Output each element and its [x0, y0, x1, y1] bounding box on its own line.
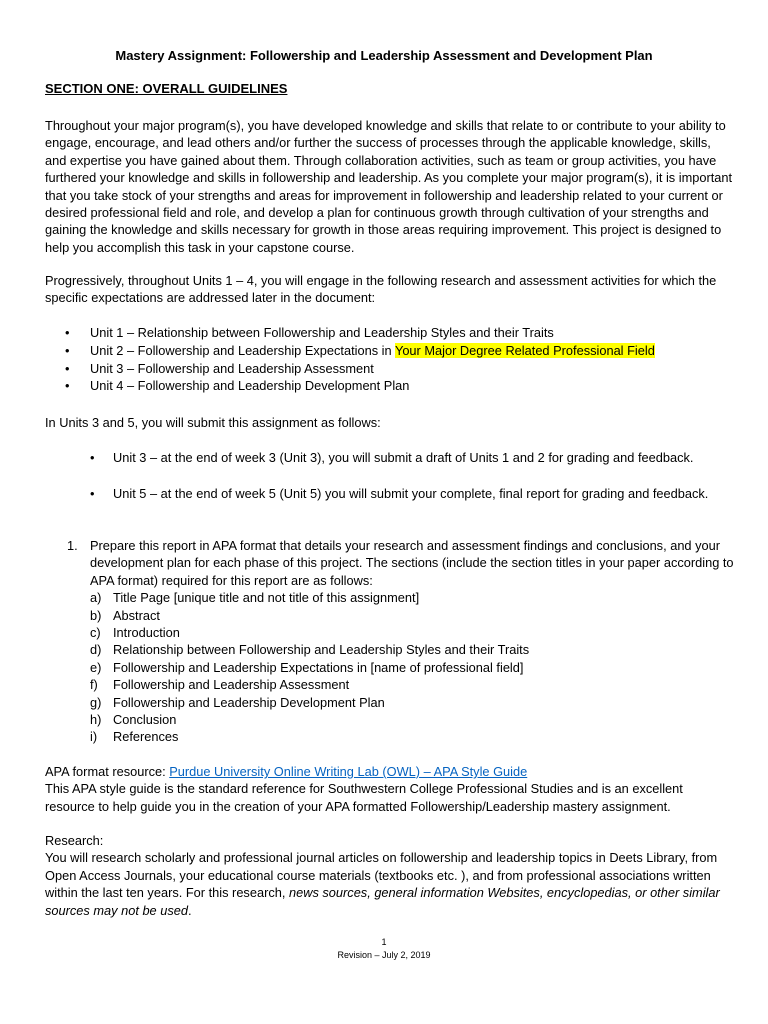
list-item [45, 377, 735, 395]
unit-list [45, 324, 735, 395]
apa-resource-label: APA format resource: [45, 764, 170, 779]
list-item: c) Introduction [90, 625, 180, 641]
list-item: b) Abstract [90, 607, 160, 623]
unit-3-text: Unit 3 – Followership and Leadership Assessment [90, 360, 374, 376]
page-number: 1 [381, 937, 387, 947]
apa-style-guide-link[interactable]: Purdue University Online Writing Lab (OWL) – APA Style Guide [169, 764, 528, 779]
list-item: g) Followership and Leadership Development Plan [90, 694, 385, 710]
submission-unit-5: Unit 5 – at the end of week 5 (Unit 5) you will submit your complete, final report for grading and feedback. [113, 486, 709, 501]
apa-description: This APA style guide is the standard reference for Southwestern College Professional Studies and is an excellent resource to help guide you in the creation of your APA formatted Followership/Leadership mastery assignment. [45, 781, 683, 814]
page-footer [0, 936, 768, 962]
report-sections-list [90, 589, 735, 746]
submission-unit-3: Unit 3 – at the end of week 3 (Unit 3), you will submit a draft of Units 1 and 2 for grading and feedback. [113, 450, 694, 465]
apa-resource [45, 763, 735, 815]
section-heading: SECTION ONE: OVERALL GUIDELINES [45, 81, 288, 96]
unit-2-text: Unit 2 – Followership and Leadership Expectations in [90, 342, 395, 358]
progress-paragraph: Progressively, throughout Units 1 – 4, you will engage in the following research and assessment activities for which the specific expectations are addressed later in the document: [45, 273, 717, 306]
research-text: You will research scholarly and professional journal articles on followership and leadership topics in Deets Library, from Open Access Journals, your educational course materials (textbooks etc. ), and from professional associations written within the last ten years. For this research, news sources, general information Websites, encyclopedias, or other similar sources may not be used. [45, 850, 720, 918]
unit-4-text: Unit 4 – Followership and Leadership Development Plan [90, 378, 410, 394]
list-item: i) References [90, 729, 179, 745]
list-item [45, 360, 735, 378]
research-restriction: news sources, general information Websites, encyclopedias, or other similar sources may not be used [45, 885, 720, 918]
research-section [45, 832, 735, 919]
list-item: e) Followership and Leadership Expectations in [name of professional field] [90, 659, 524, 675]
research-label: Research: [45, 833, 104, 848]
list-item: a) Title Page [unique title and not title of this assignment] [90, 590, 420, 606]
list-item: h) Conclusion [90, 712, 177, 728]
list-item: d) Relationship between Followership and Leadership Styles and their Traits [90, 642, 530, 658]
document-title: Mastery Assignment: Followership and Leadership Assessment and Development Plan [115, 48, 653, 63]
unit-1-text: Unit 1 – Relationship between Followership and Leadership Styles and their Traits [90, 325, 554, 340]
submission-item: • Unit 5 – at the end of week 5 (Unit 5) you will submit your complete, final report for grading and feedback. [90, 486, 709, 501]
submission-item: • Unit 3 – at the end of week 3 (Unit 3), you will submit a draft of Units 1 and 2 for grading and feedback. [90, 450, 694, 465]
revision-date: Revision – July 2, 2019 [337, 950, 431, 960]
list-item [45, 342, 735, 360]
instruction-number: 1. [67, 538, 78, 553]
list-item [45, 324, 735, 342]
instruction-item [45, 537, 735, 746]
submit-paragraph: In Units 3 and 5, you will submit this assignment as follows: [45, 415, 381, 430]
instruction-text: Prepare this report in APA format that details your research and assessment findings and conclusions, and your development plan for each phase of this project. The sections (include the section titles in your paper according to APA format) required for this report are as follows: [90, 538, 734, 588]
intro-paragraph: Throughout your major program(s), you have developed knowledge and skills that relate to or contribute to your ability to engage, encourage, and lead others and/or further the success of processes through the applicable knowledge, skills, and expertise you have gained about them. Through collaboration activities, such as team or group activities, you have furthered your knowledge and skills in followership and leadership. As you complete your major program(s), it is important that you take stock of your strengths and areas for improvement in followership and leadership related to your current or desired professional field and role, and develop a plan for continuous growth through cultivation of your strengths and gaining the knowledge and skills necessary for growth in those areas requiring improvement. This project is designed to help you accomplish this task in your capstone course. [45, 118, 733, 255]
highlighted-field-text: Your Major Degree Related Professional Field [394, 342, 655, 358]
list-item: f) Followership and Leadership Assessment [90, 677, 350, 693]
